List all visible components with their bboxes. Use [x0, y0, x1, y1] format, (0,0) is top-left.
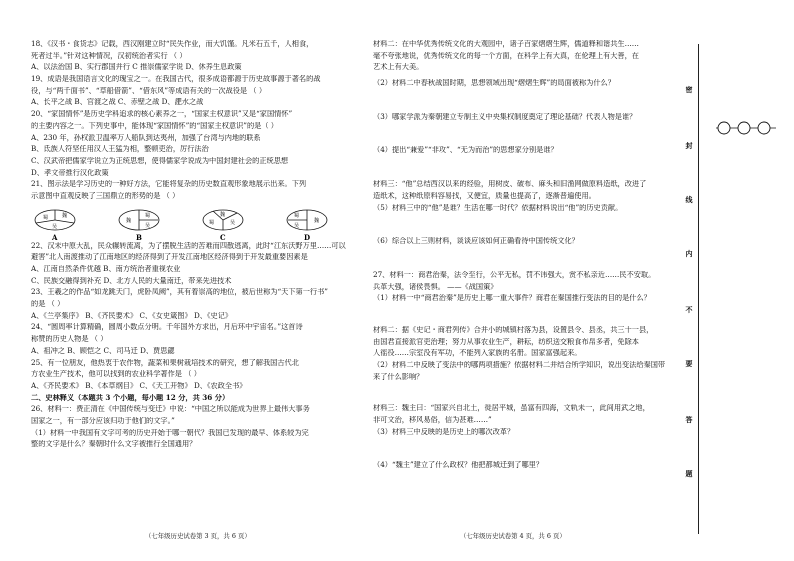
- text-line: 来了什么影响？: [373, 372, 424, 381]
- text-line: 国家之一，有一部分应该归功于他们的文字。”: [31, 416, 175, 425]
- binding-char: 密: [685, 85, 693, 94]
- text-line: 27、材料一：商君治秦，法令至行，公平无私，罚不讳强大，赏不私亲近……民不安取。: [373, 270, 656, 279]
- text-line: 23、王羲之的作品“如龙跳天门，虎卧凤阙”，其有着崇高的地位，被后世称为“天下第一行书”: [31, 288, 328, 297]
- three-kingdoms-diagrams: [31, 206, 351, 242]
- pie-label: 吴: [294, 222, 300, 229]
- text-line: 死者过半。”针对这种情况，汉初统治者实行 （ ）: [31, 51, 187, 60]
- pie-label: 魏: [126, 217, 132, 224]
- option-letter: A: [52, 232, 58, 242]
- pie-label: 吴: [52, 223, 58, 230]
- text-line: 材料三：魏主曰：“国家兴自北土，徙居平城，虽富有四海，文轨未一，此间用武之地，: [373, 404, 650, 413]
- text-line: 艺术上有大美。: [373, 63, 424, 72]
- ring-hole: [758, 122, 770, 134]
- diagram-b: [119, 210, 159, 242]
- text-line: A、《齐民要术》 B、《本草纲目》 C、《天工开物》 D、《农政全书》: [31, 381, 247, 390]
- pie-label: 蜀: [294, 212, 300, 219]
- left-column: [31, 40, 351, 452]
- text-line: 21、图示法是学习历史的一种好方法，它能将复杂的历史数直观形象地展示出来。下列: [31, 180, 307, 189]
- text-line: A、江南自然条件优越 B、南方统治者重视农业: [31, 265, 181, 273]
- text-line: D、孝文帝推行汉化政策: [31, 168, 109, 177]
- text-line: （2）材料二中春秋战国时期，思想领域出现“熠熠生辉”的局面被称为什么？: [373, 79, 615, 88]
- text-line: 方农业生产技术，他可以找到的农业科学著作是 （ ）: [31, 370, 201, 379]
- text-line: （1）材料一中“商君治秦”是历史上哪一重大事件？商君在秦国推行变法的目的是什么？: [373, 294, 651, 303]
- text-line: （6）综合以上三则材料，谈谈应该如何正确看待中国传统文化？: [373, 237, 579, 246]
- text-line: 材料三：“他”总结西汉以来的经验，用树皮、破布、麻头和旧渔网做原料造纸，改进了: [373, 180, 647, 189]
- text-line: 避害”北人南渡推动了江南地区的经济得到了开发江南地区经济得到于开发最重要因素是: [31, 253, 308, 262]
- text-line: B、氐族人符坚任用汉人王猛为相，整顿吏治，厉行法治: [31, 145, 209, 154]
- pie-label: 魏: [62, 212, 68, 219]
- text-line: （3）哪家学派为秦朝建立专制主义中央集权制度奠定了理论基础？代表人物是谁？: [373, 112, 637, 121]
- pie-label: 蜀: [43, 214, 49, 221]
- text-line: 役，与“两千面书”、“草船借箭”、“借东风”等成语有关的一次战役是 （ ）: [31, 86, 267, 95]
- binding-char: 封: [685, 141, 693, 150]
- pie-diagram-svg: [31, 206, 351, 242]
- text-line: 毫不夸张地说，优秀传统文化的每一个方面，在科学上有大真，在伦理上有大善，在: [373, 51, 639, 60]
- text-line: 材料二：据《史记・商君列传》合并小的城镇村落为县，设置县令、县丞，共三十一县，: [373, 325, 654, 334]
- text-line: 造纸术，这种纸原料容易找，又便宜，质量也提高了，逐渐普遍使用。: [373, 191, 596, 200]
- text-line: 26、材料一：费正清在《中国传统与变迁》中说：“中国之所以能成为世界上最伟大事务: [31, 405, 310, 414]
- text-line: 22、汉末中原大乱，民众辗转流离，为了摆脱生活的苦难而四散逃离，此时“江东沃野万里……可以: [31, 241, 346, 250]
- text-line: C、汉武帝把儒家学说立为正统思想，使得儒家学说成为中国封建社会的正统思想: [31, 156, 289, 165]
- binding-char: 题: [685, 469, 693, 478]
- text-line: （2）材料二中反映了变法中的哪两项措施？依据材料二并结合所学知识，说出变法给秦国带: [373, 361, 666, 369]
- text-line: A、230 年，孙权派卫温率万人船队到达夷州，加强了台湾与内地的联系: [31, 133, 261, 142]
- binding-char: 内: [685, 249, 693, 258]
- text-line: 示意图中直观反映了三国鼎立的形势的是 （ ）: [31, 191, 180, 200]
- text-line: 19、成语是我国语言文化的瑰宝之一。在我国古代，很多成语都源于历史故事源于著名的战: [31, 75, 321, 84]
- right-column: [373, 40, 669, 473]
- text-line: （5）材料三中的“他”是谁？生活在哪一时代？依据材料说出“他”的历史贡献。: [373, 203, 623, 212]
- binding-char: 答: [685, 415, 693, 424]
- diagram-c: [203, 210, 243, 242]
- binding-char: 要: [685, 359, 693, 368]
- text-line: 称赞的历史人物是 （ ）: [31, 335, 108, 344]
- pie-label: 吴: [145, 222, 151, 229]
- binding-line: [698, 44, 699, 534]
- text-line: 人徭役……宗室没有军功，不能列入家族的名册。国家富强起来。: [373, 349, 582, 358]
- text-line: 24、“圆周率计算精确，圆周小数点分明。千年国外方求出，月后环中宇宙名。”这首诗: [31, 323, 303, 332]
- binding-rings: [716, 120, 776, 136]
- text-line: （3）材料三中反映的是历史上的哪次改革？: [373, 427, 515, 436]
- text-line: A、祖冲之 B、顾恺之 C、司马迁 D、贾思勰: [31, 346, 175, 355]
- text-line: A、《兰亭集序》 B、《齐民要术》 C、《女史箴图》 D、《史记》: [31, 311, 233, 320]
- text-line: 18、《汉书・食货志》记载，西汉刚建立时“民失作业，而大饥馑。凡米石五千，人相食，: [31, 40, 314, 48]
- binding-margin: [683, 44, 695, 534]
- text-line: A、以法治国 B、实行郡国并行 C 推崇儒家学说 D、休养生息政策: [31, 63, 242, 72]
- text-line: 的主要内容之一。下列史事中，能体现“家国情怀”的“国家主权意识”的是（ ）: [31, 121, 278, 130]
- text-line: （4）提出“兼爱”“非攻”、“无为而治”的思想家分别是谁？: [373, 146, 558, 155]
- text-line: 25、有一位朋友，他热衷于农作物，蔬菜和果树栽培技术的研究，想了解我国古代北: [31, 358, 299, 367]
- ring-hole: [718, 122, 730, 134]
- pie-label: 蜀: [209, 219, 215, 226]
- text-line: A、长平之战 B、官渡之战 C、赤壁之战 D、淝水之战: [31, 98, 204, 107]
- binding-char: 线: [685, 195, 693, 204]
- text-line: （4）“魏主”建立了什么政权？他把都城迁到了哪里？: [373, 461, 544, 470]
- section-heading: 二、史林释义（本题共 3 个小题，每小题 12 分，共 36 分）: [31, 393, 230, 402]
- binding-char: 不: [685, 305, 693, 314]
- page-footer-left: （七年级历史试卷第 3 页，共 6 页）: [145, 532, 251, 540]
- text-line: 兵革大强，诸侯畏惧。 ——《战国策》: [373, 282, 498, 291]
- text-line: 由国君直接派官吏治理；努力从事农业生产，耕耘，纺织送交粮食布帛多者，免除本: [373, 337, 639, 346]
- option-letter: B: [136, 232, 142, 242]
- pie-label: 魏: [220, 211, 226, 218]
- pie-label: 魏: [314, 217, 320, 224]
- pie-label: 吴: [230, 219, 236, 226]
- text-line: 材料二：在中华优秀传统文化的大观园中，诸子百家熠熠生辉，儒道释和谐共生……: [373, 40, 639, 48]
- text-line: （1）材料一中我国有文字可考的历史开始于哪一朝代？我国已发现的最早、体系较为完: [31, 428, 309, 437]
- text-line: 整的文字是什么？秦朝时什么文字被推行全国通用？: [31, 440, 197, 449]
- text-line: 20、“家国情怀”是历史学科追求的核心素养之一，“国家主权意识”又是“家国情怀”: [31, 110, 293, 119]
- text-line: 的是 （ ）: [31, 300, 65, 309]
- ring-hole: [738, 122, 750, 134]
- option-letter: D: [304, 232, 311, 242]
- diagram-a: [35, 210, 75, 242]
- pie-label: 蜀: [145, 212, 151, 219]
- text-line: 非可文治，移风易俗，信为甚难……”: [373, 416, 492, 425]
- diagram-d: [287, 210, 327, 242]
- page-footer-right: （七年级历史试卷第 4 页，共 6 页）: [460, 532, 566, 540]
- text-line: C、民族交融得到补充 D、北方人民的大量南迁，带来先进技术: [31, 276, 232, 285]
- option-letter: C: [220, 232, 226, 242]
